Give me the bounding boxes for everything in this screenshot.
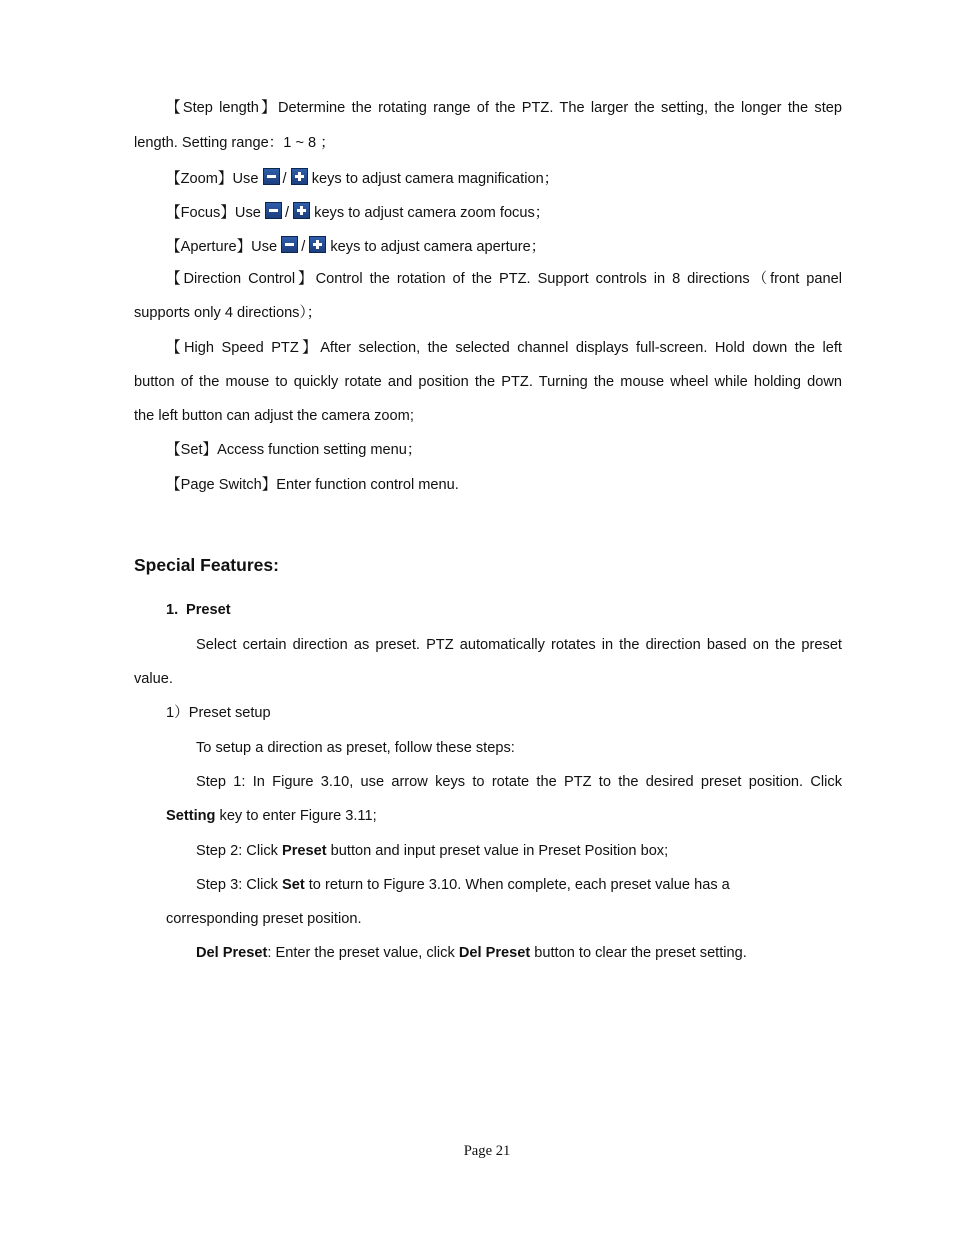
- direction-line1: 【Direction Control】Control the rotation of the PTZ. Support controls in 8 directions（front panel: [166, 271, 842, 287]
- preset-desc-line2: value.: [134, 671, 173, 687]
- aperture-label: 【Aperture】Use: [166, 239, 278, 255]
- step2-rest: button and input preset value in Preset Position box;: [326, 843, 669, 859]
- zoom-label: 【Zoom】Use: [166, 171, 259, 187]
- step2-line: [196, 841, 668, 861]
- step3-pre: Step 3: Click: [196, 877, 282, 893]
- preset-setup-subheading: 1）Preset setup: [166, 705, 271, 721]
- del-preset-term-2: Del Preset: [458, 945, 531, 961]
- highspeed-line1: 【High Speed PTZ】After selection, the selected channel displays full-screen. Hold down the left: [166, 340, 842, 356]
- preset-button-term: Preset: [281, 843, 327, 859]
- preset-heading: [166, 602, 231, 618]
- highspeed-line3: the left button can adjust the camera zoom;: [134, 408, 414, 424]
- aperture-line: [166, 236, 545, 257]
- focus-line: [166, 202, 549, 223]
- page-switch-line: 【Page Switch】Enter function control menu.: [166, 477, 459, 493]
- zoom-text: keys to adjust camera magnification；: [311, 171, 559, 187]
- step3-line1: [196, 875, 730, 895]
- step2-pre: Step 2: Click: [196, 843, 282, 859]
- minus-icon: [265, 202, 282, 219]
- zoom-line: [166, 168, 558, 189]
- special-features-heading: Special Features:: [134, 555, 279, 575]
- focus-label: 【Focus】Use: [166, 205, 261, 221]
- step3-rest: to return to Figure 3.10. When complete, each preset value has a: [304, 877, 730, 893]
- preset-intro: To setup a direction as preset, follow these steps:: [196, 740, 515, 756]
- setting-key-term: Setting: [166, 808, 216, 824]
- step-length-line2: length. Setting range：1 ~ 8 ；: [134, 135, 335, 151]
- slash: /: [301, 239, 306, 255]
- step-length-line1: 【Step length】Determine the rotating range of the PTZ. The larger the setting, the longer the step: [166, 100, 842, 116]
- del-mid: : Enter the preset value, click: [267, 945, 459, 961]
- del-preset-term: Del Preset: [196, 945, 268, 961]
- preset-desc-line1: Select certain direction as preset. PTZ automatically rotates in the direction based on the preset: [196, 637, 842, 653]
- preset-number: 1.: [166, 602, 179, 618]
- del-rest: button to clear the preset setting.: [530, 945, 747, 961]
- step1-rest: key to enter Figure 3.11;: [215, 808, 377, 824]
- set-line: 【Set】Access function setting menu；: [166, 442, 422, 458]
- plus-icon: [293, 202, 310, 219]
- direction-line2: supports only 4 directions）；: [134, 305, 322, 321]
- page-number-footer: Page 21: [463, 1143, 511, 1159]
- step1-line1: Step 1: In Figure 3.10, use arrow keys to rotate the PTZ to the desired preset position. Click: [196, 774, 842, 790]
- set-term: Set: [281, 877, 305, 893]
- preset-title: Preset: [186, 602, 231, 618]
- aperture-text: keys to adjust camera aperture；: [330, 239, 546, 255]
- minus-icon: [263, 168, 280, 185]
- minus-icon: [281, 236, 298, 253]
- slash: /: [282, 171, 287, 187]
- focus-text: keys to adjust camera zoom focus；: [314, 205, 550, 221]
- slash: /: [284, 205, 290, 221]
- del-preset-line: [196, 943, 747, 963]
- highspeed-line2: button of the mouse to quickly rotate and position the PTZ. Turning the mouse wheel while holding down: [134, 374, 842, 390]
- step3-line2: corresponding preset position.: [166, 911, 362, 927]
- step1-line2: [166, 806, 377, 826]
- plus-icon: [309, 236, 326, 253]
- plus-icon: [291, 168, 308, 185]
